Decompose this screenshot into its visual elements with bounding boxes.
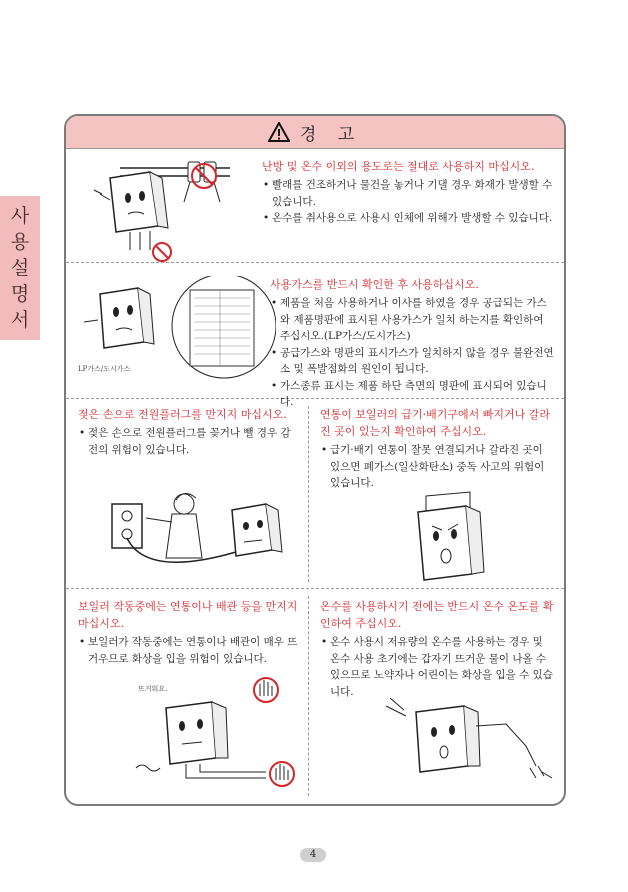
section-1-title: 난방 및 온수 이외의 용도로는 절대로 사용하지 마십시오.	[262, 160, 535, 173]
section-1-bullets	[262, 177, 554, 227]
section-2-bullets	[270, 295, 554, 411]
warning-triangle-icon	[268, 122, 290, 142]
bullet-item: • 보일러가 작동중에는 연통이나 배관이 매우 뜨거우므로 화상을 입을 위험이 있습니다.	[78, 634, 300, 667]
flue-pipe-illustration	[396, 484, 506, 588]
side-tab-char: 서	[10, 309, 30, 331]
hot-pipe-illustration	[116, 668, 306, 792]
section-6-title: 온수를 사용하시기 전에는 반드시 온수 온도를 확인하여 주십시오.	[320, 600, 554, 630]
panel-title: 경 고	[299, 124, 363, 145]
section-4-title: 연통이 보일러의 급기·배기구에서 빠지거나 갈라진 곳이 있는지 확인하여 주십시오.	[320, 408, 551, 438]
hot-water-illustration	[376, 686, 556, 800]
section-3-title: 젖은 손으로 전원플러그를 만지지 마십시오.	[78, 408, 287, 421]
section-6-text	[320, 598, 556, 700]
section-5-title: 보일러 작동중에는 연통이나 배관 등을 만지지 마십시오.	[78, 600, 298, 630]
section-4-text	[320, 406, 556, 492]
bullet-item: • 급기·배기 연통이 잘못 연결되거나 갈라진 곳이 있으면 폐가스(일산화탄소) 중독 사고의 위험이 있습니다.	[320, 442, 556, 492]
side-tab	[0, 196, 40, 340]
side-tab-char: 설	[10, 257, 30, 279]
gas-label-illustration	[80, 276, 276, 392]
section-divider	[66, 588, 564, 589]
side-tab-char: 명	[10, 283, 30, 305]
bullet-item: • 가스종류 표시는 제품 하단 측면의 명판에 표시되어 있습니다.	[270, 378, 554, 411]
warning-panel	[64, 114, 566, 806]
side-tab-char: 사	[10, 205, 30, 227]
side-tab-char: 용	[10, 231, 30, 253]
bullet-item: • 젖은 손으로 전원플러그를 꽂거나 뺄 경우 감전의 위험이 있습니다.	[78, 425, 300, 458]
section-5-bullets	[78, 634, 300, 667]
section-5-text	[78, 598, 300, 667]
section-2-text	[270, 276, 554, 411]
gas-type-caption: LP가스/도시가스	[78, 365, 131, 373]
bullet-item: • 온수를 취사용으로 사용시 인체에 위해가 발생할 수 있습니다.	[262, 210, 554, 227]
column-divider	[308, 596, 309, 796]
section-2-title: 사용가스를 반드시 확인한 후 사용하십시오.	[270, 278, 479, 291]
boiler-laundry-illustration	[80, 154, 240, 266]
bullet-item: • 빨래를 건조하거나 물건을 놓거나 기댈 경우 화재가 발생할 수 있습니다.	[262, 177, 554, 210]
panel-header	[66, 116, 564, 149]
page-number: 4	[300, 848, 326, 862]
section-1-text	[262, 158, 554, 227]
hot-caption: 뜨거워요.	[138, 685, 168, 693]
section-3-bullets	[78, 425, 300, 458]
section-3-text	[78, 406, 300, 458]
bullet-item: • 온수 사용시 저유량의 온수를 사용하는 경우 및 온수 사용 초기에는 갑자기 뜨거운 물이 나올 수 있으므로 노약자나 어린이는 화상을 입을 수 있습니다.	[320, 634, 556, 700]
wet-hands-plug-illustration	[106, 488, 296, 588]
bullet-item: • 제품을 처음 사용하거나 이사를 하였을 경우 공급되는 가스와 제품명판에 표시된 사용가스가 일치 하는지를 확인하여 주십시오.(LP가스/도시가스)	[270, 295, 554, 345]
column-divider	[308, 406, 309, 582]
bullet-item: • 공급가스와 명판의 표시가스가 일치하지 않을 경우 불완전연소 및 폭발점화의 원인이 됩니다.	[270, 345, 554, 378]
